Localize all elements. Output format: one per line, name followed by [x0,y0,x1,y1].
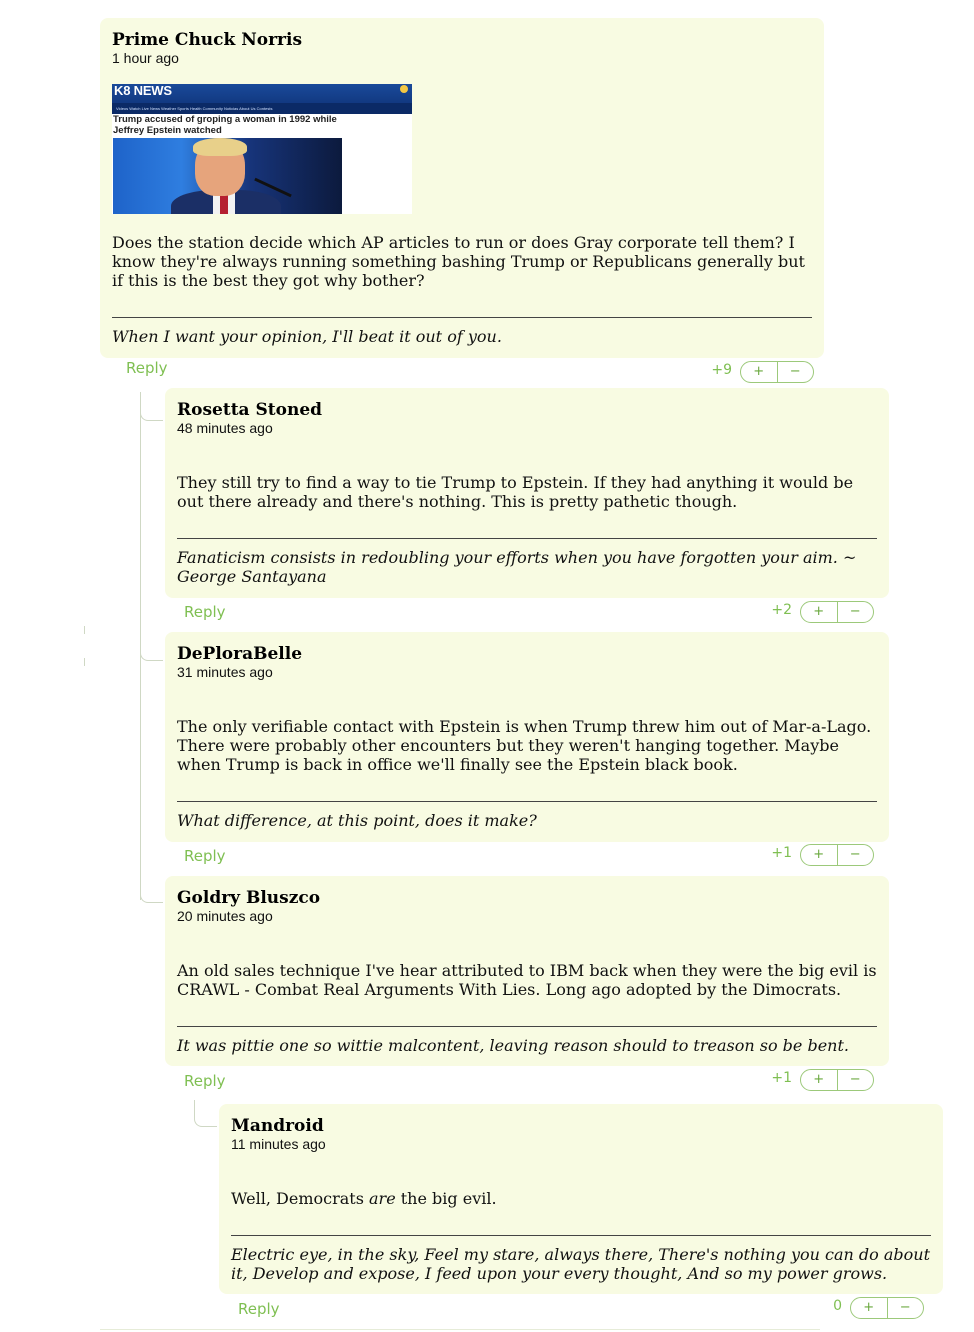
comment-body: Does the station decide which AP articles to run or does Gray corporate tell them? I know they're always running something bashing Trump or Republicans generally but if this is the best they got why bother? [112,233,805,290]
upvote-button[interactable]: + [813,1072,825,1087]
comment-body: They still try to find a way to tie Trump to Epstein. If they had anything it would be out there already and there's nothing. This is pretty pathetic though. [177,473,854,511]
vote-buttons [850,1297,924,1319]
vote-score: +1 [771,1070,792,1086]
downvote-button[interactable]: − [837,602,874,622]
comment-signature: When I want your opinion, I'll beat it out of you. [112,327,502,346]
comment-signature: It was pittie one so wittie malcontent, leaving reason should to treason so be bent. [177,1036,849,1055]
comment-body-emphasis: are [369,1189,396,1208]
thread-collapse-mark [84,658,85,666]
news-logo: K8 NEWS [114,84,172,98]
signature-divider [177,1026,877,1027]
upvote-button[interactable]: + [753,364,765,379]
comment-signature: Electric eye, in the sky, Feel my stare, always there, There's nothing you can do about it, Develop and expose, I feed upon your every thought, And so my power grows. [231,1245,930,1283]
downvote-button[interactable]: − [837,1070,874,1090]
comment-author[interactable]: Goldry Bluszco [177,888,321,908]
upvote-button[interactable]: + [813,604,825,619]
comment-author[interactable]: Prime Chuck Norris [112,30,303,50]
reply-button[interactable]: Reply [238,1300,280,1318]
comment-signature: Fanaticism consists in redoubling your efforts when you have forgotten your aim. ~ George Santayana [177,548,857,586]
vote-score: +2 [771,602,792,618]
reply-button[interactable]: Reply [184,847,226,865]
downvote-button[interactable]: − [777,362,814,382]
comment-timestamp: 1 hour ago [112,50,179,66]
comment-author[interactable]: Rosetta Stoned [177,400,323,420]
upvote-button[interactable]: + [863,1300,875,1315]
reply-button[interactable]: Reply [126,359,168,377]
vote-buttons [800,1069,874,1091]
comment-body-text: Well, Democrats [231,1189,369,1208]
vote-buttons [800,601,874,623]
news-site-nav: Videos Watch Live News Weather Sports Health Community Noticias About Us Contests [112,103,412,114]
comment-author[interactable]: DePloraBelle [177,644,303,664]
signature-divider [231,1235,931,1236]
thread-connector [140,632,163,661]
vote-score: +1 [771,845,792,861]
comment-signature: What difference, at this point, does it make? [177,811,537,830]
vote-score: 0 [833,1298,842,1314]
news-photo [113,138,342,214]
comment-timestamp: 48 minutes ago [177,420,273,436]
comment-timestamp: 31 minutes ago [177,664,273,680]
upvote-button[interactable]: + [813,847,825,862]
vote-score: +9 [711,362,732,378]
signature-divider [112,317,812,318]
thread-connector [194,1100,217,1127]
vote-buttons [800,844,874,866]
reply-button[interactable]: Reply [184,1072,226,1090]
comment-body: An old sales technique I've hear attributed to IBM back when they were the big evil is CRAWL - Combat Real Arguments With Lies. Long ago adopted by the Dimocrats. [177,961,877,999]
weather-icon [400,85,408,93]
comment-body [231,1189,931,1208]
vote-buttons [740,361,814,383]
thread-collapse-mark [84,626,85,634]
news-article-image[interactable] [112,84,412,214]
downvote-button[interactable]: − [837,845,874,865]
comment-body-text: the big evil. [395,1189,497,1208]
signature-divider [177,538,877,539]
news-headline: Trump accused of groping a woman in 1992 while Jeffrey Epstein watched [113,114,337,136]
downvote-button[interactable]: − [887,1298,924,1318]
thread-connector [140,392,163,421]
thread-connector [140,876,163,903]
comment-timestamp: 20 minutes ago [177,908,273,924]
reply-button[interactable]: Reply [184,603,226,621]
comment-timestamp: 11 minutes ago [231,1136,326,1152]
thread-end-divider [100,1329,820,1330]
comment-author[interactable]: Mandroid [231,1116,324,1136]
comment-body: The only verifiable contact with Epstein is when Trump threw him out of Mar-a-Lago. There were probably other encounters but they weren't hanging together. Maybe when Trump is back in office we'll finally see the Epstein black book. [177,717,872,774]
signature-divider [177,801,877,802]
